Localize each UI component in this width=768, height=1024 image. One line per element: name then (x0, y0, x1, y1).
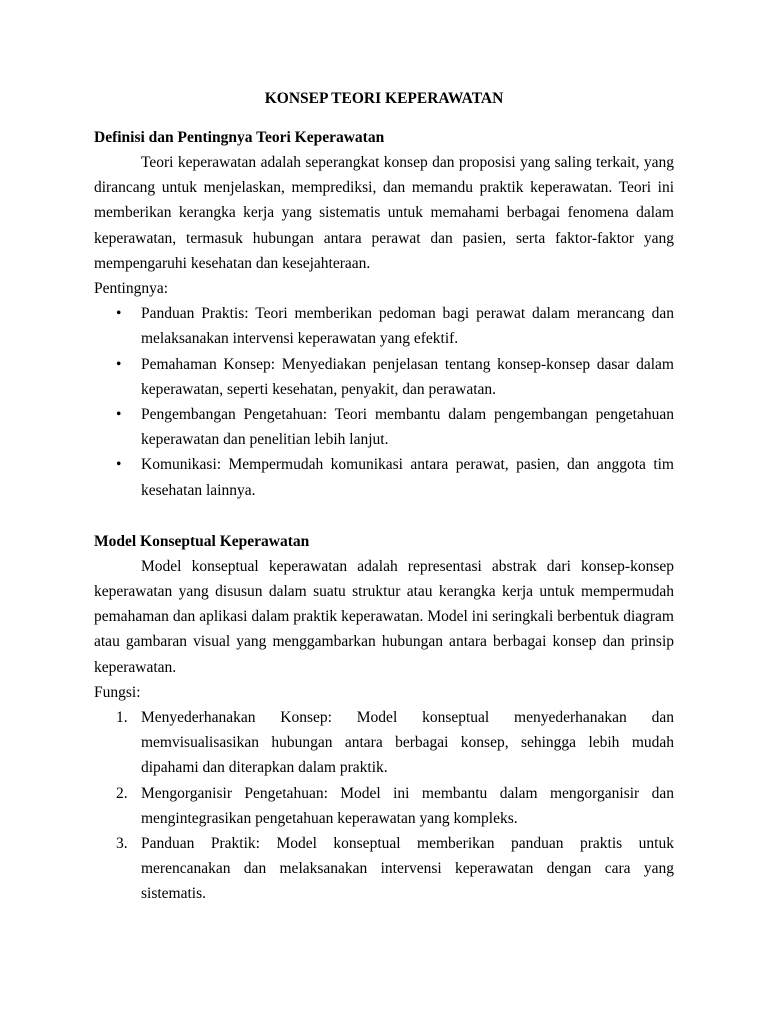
list-item-text: Pengembangan Pengetahuan: Teori membantu dalam pengembangan pengetahuan keperawatan dan penelitian lebih lanjut. (141, 406, 674, 449)
bullet-list-pentingnya (94, 301, 674, 503)
list-number: 3. (116, 835, 128, 853)
list-item-text: Panduan Praktik: Model konseptual memberikan panduan praktis untuk merencanakan dan melaksanakan intervensi keperawatan dengan cara yang sistematis. (141, 835, 674, 903)
paragraph-definisi: Teori keperawatan adalah seperangkat konsep dan proposisi yang saling terkait, yang dirancang untuk menjelaskan, memprediksi, dan memandu praktik keperawatan. Teori ini memberikan kerangka kerja yang sistematis untuk memahami berbagai fenomena dalam keperawatan, termasuk hubungan antara perawat dan pasien, serta faktor-faktor yang mempengaruhi kesehatan dan kesejahteraan. (94, 154, 674, 272)
list-label-fungsi: Fungsi: (94, 683, 141, 701)
list-label-pentingnya: Pentingnya: (94, 280, 169, 298)
section-spacer (94, 503, 674, 529)
list-number: 1. (116, 709, 128, 727)
list-item (94, 452, 674, 502)
bullet-marker: • (116, 406, 122, 424)
bullet-marker: • (116, 305, 122, 323)
document-title: KONSEP TEORI KEPERAWATAN (264, 90, 504, 107)
list-number: 2. (116, 784, 128, 802)
bullet-marker: • (116, 355, 122, 373)
list-item (94, 781, 674, 831)
list-item-text: Menyederhanakan Konsep: Model konseptual menyederhanakan dan memvisualisasikan hubungan antara berbagai konsep, sehingga lebih mudah dipahami dan diterapkan dalam praktik. (141, 709, 674, 777)
list-item-text: Pemahaman Konsep: Menyediakan penjelasan tentang konsep-konsep dasar dalam keperawatan, seperti kesehatan, penyakit, dan perawatan. (141, 355, 674, 398)
numbered-list-fungsi (94, 705, 674, 907)
list-item (94, 705, 674, 781)
section-heading-model: Model Konseptual Keperawatan (94, 532, 310, 550)
list-item (94, 402, 674, 452)
list-item (94, 301, 674, 351)
section-heading-definisi: Definisi dan Pentingnya Teori Keperawatan (94, 129, 385, 146)
list-item-text: Komunikasi: Mempermudah komunikasi antara perawat, pasien, dan anggota tim kesehatan lainnya. (141, 456, 674, 499)
paragraph-model: Model konseptual keperawatan adalah representasi abstrak dari konsep-konsep keperawatan yang disusun dalam suatu struktur atau kerangka kerja untuk mempermudah pemahaman dan aplikasi dalam praktik keperawatan. Model ini seringkali berbentuk diagram atau gambaran visual yang menggambarkan hubungan antara berbagai konsep dan prinsip keperawatan. (94, 557, 674, 676)
list-item-text: Mengorganisir Pengetahuan: Model ini membantu dalam mengorganisir dan mengintegrasikan pengetahuan keperawatan yang kompleks. (141, 784, 674, 827)
bullet-marker: • (116, 456, 122, 474)
list-item-text: Panduan Praktis: Teori memberikan pedoman bagi perawat dalam merancang dan melaksanakan intervensi keperawatan yang efektif. (141, 305, 674, 348)
list-item (94, 831, 674, 907)
list-item (94, 352, 674, 402)
